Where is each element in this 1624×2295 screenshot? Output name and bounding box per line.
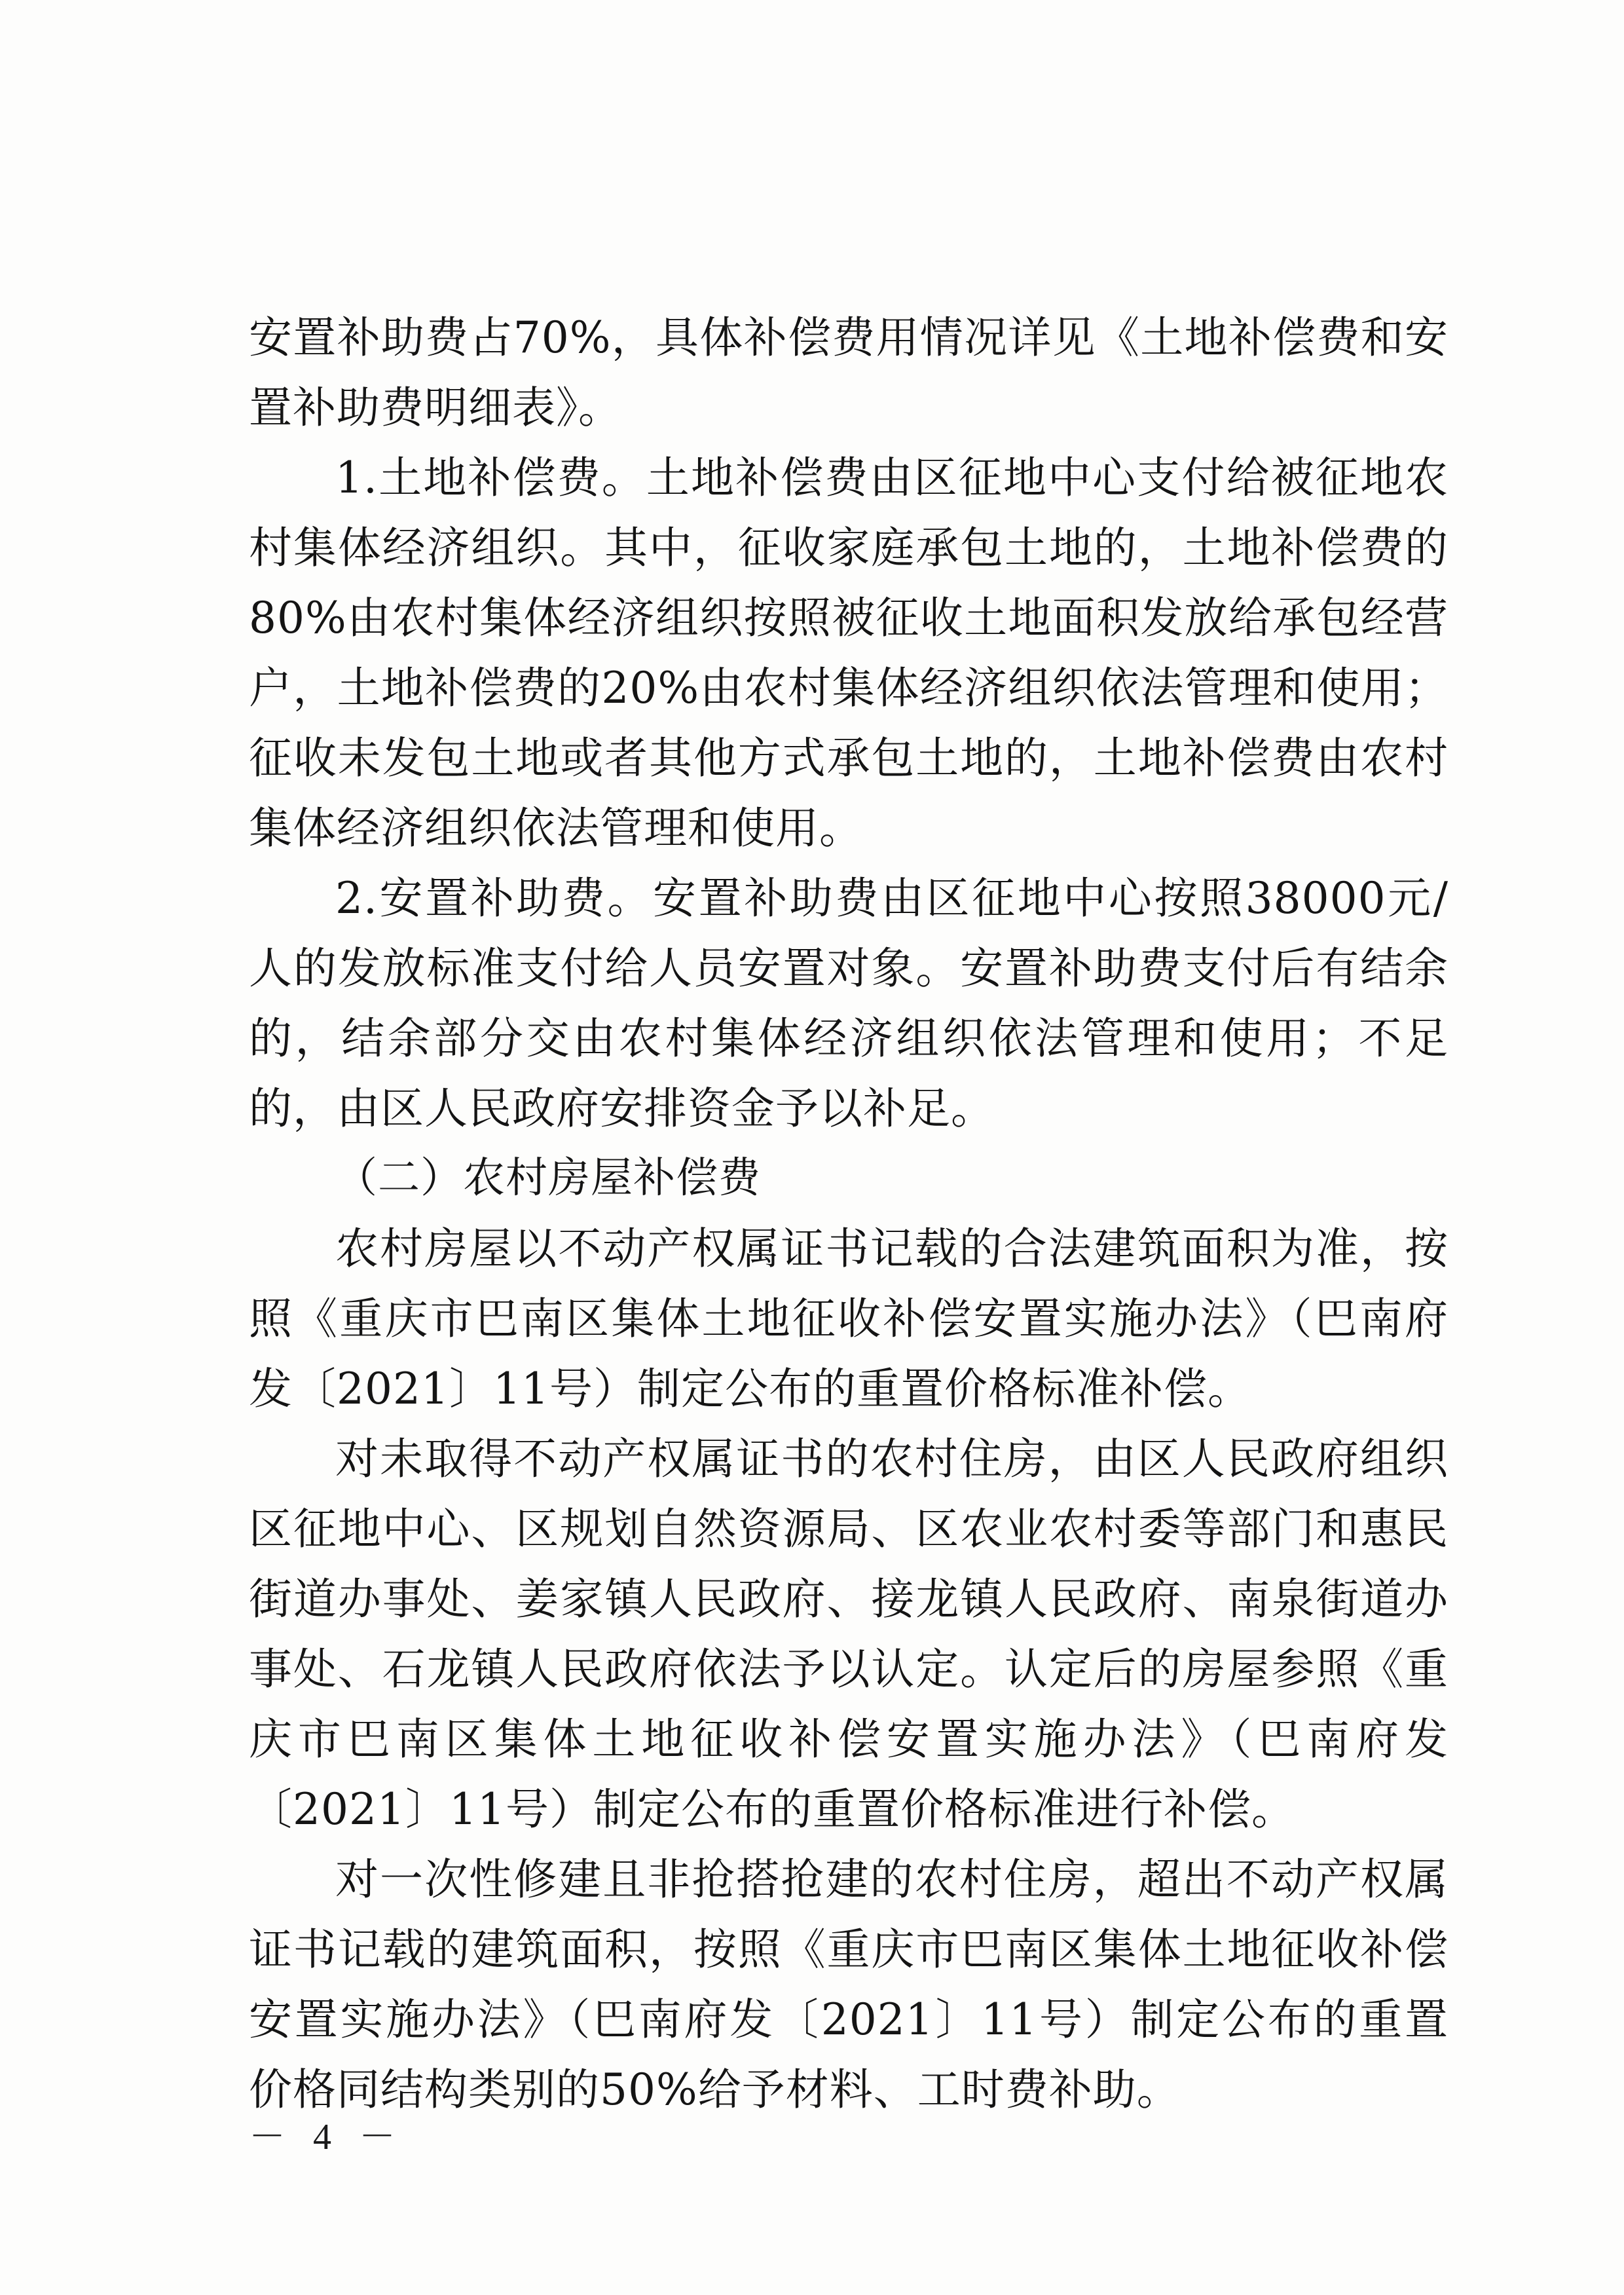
paragraph-land-compensation: 1.土地补偿费。土地补偿费由区征地中心支付给被征地农村集体经济组织。其中，征收家庭承包土地的，土地补偿费的80%由农村集体经济组织按照被征收土地面积发放给承包经营户，土地补偿费的20%由农村集体经济组织依法管理和使用；征收未发包土地或者其他方式承包土地的，土地补偿费由农村集体经济组织依法管理和使用。 (249, 453, 1449, 853)
paragraph-housing-uncertified: 对未取得不动产权属证书的农村住房，由区人民政府组织区征地中心、区规划自然资源局、区农业农村委等部门和惠民街道办事处、姜家镇人民政府、接龙镇人民政府、南泉街道办事处、石龙镇人民政府依法予以认定。认定后的房屋参照《重庆市巴南区集体土地征收补偿安置实施办法》（巴南府发〔2021〕11号）制定公布的重置价格标准进行补偿。 (249, 1434, 1449, 1835)
paragraph-resettlement-subsidy: 2.安置补助费。安置补助费由区征地中心按照38000元/人的发放标准支付给人员安置对象。安置补助费支付后有结余的，结余部分交由农村集体经济组织依法管理和使用；不足的，由区人民政府安排资金予以补足。 (249, 873, 1449, 1134)
paragraph-housing-certified: 农村房屋以不动产权属证书记载的合法建筑面积为准，按照《重庆市巴南区集体土地征收补偿安置实施办法》（巴南府发〔2021〕11号）制定公布的重置价格标准补偿。 (249, 1223, 1449, 1414)
document-body (249, 303, 1449, 2125)
paragraph-resettlement-intro: 安置补助费占70%，具体补偿费用情况详见《土地补偿费和安置补助费明细表》。 (249, 312, 1449, 433)
page-number: － 4 － (249, 2117, 405, 2157)
paragraph-housing-excess-area: 对一次性修建且非抢搭抢建的农村住房，超出不动产权属证书记载的建筑面积，按照《重庆市巴南区集体土地征收补偿安置实施办法》（巴南府发〔2021〕11号）制定公布的重置价格同结构类别的50%给予材料、工时费补助。 (249, 1854, 1449, 2115)
section-heading-rural-housing: （二）农村房屋补偿费 (335, 1154, 761, 1203)
